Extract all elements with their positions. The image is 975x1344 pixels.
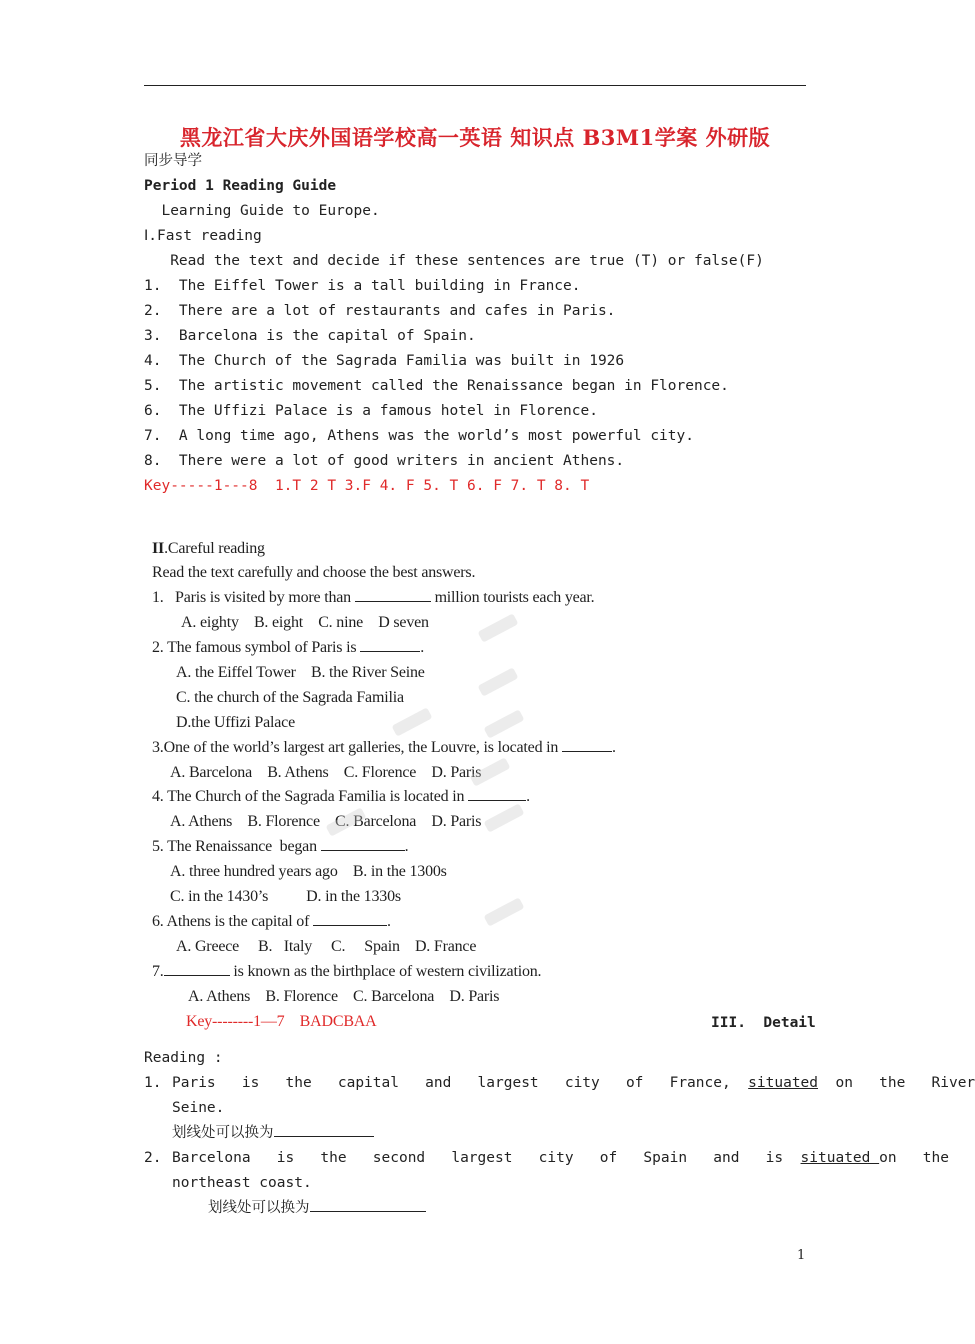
replace-prompt (172, 1121, 374, 1146)
question-text: 7. (152, 963, 164, 980)
question-5-options: A. three hundred years ago B. in the 1300s (170, 863, 447, 880)
underlined-word: situated (800, 1150, 880, 1166)
list-item: 8. There were a lot of good writers in ancient Athens. (144, 453, 625, 469)
question-2-options: C. the church of the Sagrada Familia (176, 689, 404, 706)
part1-heading: Ⅰ.Fast reading (144, 228, 262, 244)
answer-blank (355, 587, 431, 602)
detail-text: Barcelona is the second largest city of Spain and is (172, 1150, 801, 1166)
part2-heading-text: .Careful reading (164, 540, 265, 557)
question-5 (152, 834, 408, 859)
list-item: 1. The Eiffel Tower is a tall building in France. (144, 278, 581, 294)
question-3-options: A. Barcelona B. Athens C. Florence D. Paris (170, 764, 482, 781)
section-label: 同步导学 (144, 153, 202, 169)
question-4-options: A. Athens B. Florence C. Barcelona D. Paris (170, 813, 482, 830)
question-text: million tourists each year. (430, 589, 595, 606)
question-5-options: C. in the 1430’s D. in the 1330s (170, 888, 401, 905)
part3-heading-2: Reading : (144, 1050, 223, 1066)
question-text: . (420, 639, 425, 656)
detail-text: on the River (818, 1075, 975, 1091)
answer-blank (164, 961, 230, 976)
answer-blank (468, 786, 526, 801)
list-item: 6. The Uffizi Palace is a famous hotel in Florence. (144, 403, 598, 419)
detail-text: on the (879, 1150, 949, 1166)
question-text: . (526, 788, 530, 805)
question-6 (152, 909, 391, 934)
question-text: is known as the birthplace of western civilization. (229, 963, 542, 980)
part1-answer-key: Key-----1---8 1.T 2 T 3.F 4. F 5. T 6. F 7. T 8. T (144, 478, 590, 494)
answer-blank (310, 1197, 426, 1212)
detail-item-number: 2. (144, 1150, 162, 1166)
list-item: 7. A long time ago, Athens was the world’s most powerful city. (144, 428, 694, 444)
watermark (392, 707, 433, 736)
page-title: 黑龙江省大庆外国语学校高一英语 知识点 B3M1学案 外研版 (179, 125, 771, 150)
question-text: 4. The Church of the Sagrada Familia is located in (152, 788, 469, 805)
question-3 (152, 735, 616, 760)
watermark (478, 667, 519, 696)
detail-text: Paris is the capital and largest city of France, (172, 1075, 749, 1091)
question-4 (152, 784, 530, 809)
question-2 (152, 635, 424, 660)
answer-blank (562, 737, 612, 752)
detail-item-1-cont: Seine. (172, 1100, 225, 1116)
list-item: 3. Barcelona is the capital of Spain. (144, 328, 476, 344)
list-item: 2. There are a lot of restaurants and cafes in Paris. (144, 303, 616, 319)
question-7-options: A. Athens B. Florence C. Barcelona D. Paris (188, 988, 500, 1005)
list-item: 4. The Church of the Sagrada Familia was built in 1926 (144, 353, 625, 369)
question-1-options: A. eighty B. eight C. nine D seven (181, 614, 429, 631)
question-2-options: A. the Eiffel Tower B. the River Seine (176, 664, 425, 681)
question-7 (152, 959, 541, 984)
part3-heading-text: III. Detail (711, 1015, 816, 1031)
replace-label: 划线处可以换为 (172, 1125, 274, 1141)
watermark (478, 613, 519, 642)
question-text: 3.One of the world’s largest art galleries, the Louvre, is located in (152, 739, 563, 756)
part2-answer-key: Key--------1—7 BADCBAA (186, 1013, 377, 1030)
part2-heading (152, 536, 265, 561)
question-6-options: A. Greece B. Italy C. Spain D. France (176, 938, 477, 955)
answer-blank (360, 637, 420, 652)
question-2-options: D.the Uffizi Palace (176, 714, 295, 731)
question-text: 5. The Renaissance began (152, 838, 321, 855)
detail-item-1 (172, 1071, 975, 1096)
question-1 (152, 585, 594, 610)
page-number: 1 (797, 1248, 806, 1263)
detail-item-number: 1. (144, 1075, 162, 1091)
replace-prompt (208, 1196, 426, 1221)
question-text: . (404, 838, 409, 855)
question-text: . (387, 913, 391, 930)
part1-instruction: Read the text and decide if these sentences are true (T) or false(F) (144, 253, 764, 269)
period-heading: Period 1 Reading Guide (144, 178, 337, 194)
watermark (484, 897, 525, 926)
answer-blank (321, 836, 405, 851)
answer-blank (274, 1122, 374, 1137)
detail-item-2 (172, 1146, 949, 1171)
part3-heading (711, 1011, 816, 1036)
underlined-word: situated (748, 1075, 819, 1091)
question-text: 2. The famous symbol of Paris is (152, 639, 361, 656)
question-text: 6. Athens is the capital of (152, 913, 314, 930)
part2-instruction: Read the text carefully and choose the best answers. (152, 564, 476, 581)
question-text: 1. Paris is visited by more than (152, 589, 355, 606)
subtitle: Learning Guide to Europe. (144, 203, 380, 219)
answer-blank (313, 911, 387, 926)
question-text: . (612, 739, 616, 756)
replace-label: 划线处可以换为 (208, 1200, 310, 1216)
part2-heading-roman: II (152, 540, 165, 557)
detail-item-2-cont: northeast coast. (172, 1175, 312, 1191)
header-rule (144, 85, 806, 86)
list-item: 5. The artistic movement called the Renaissance began in Florence. (144, 378, 729, 394)
